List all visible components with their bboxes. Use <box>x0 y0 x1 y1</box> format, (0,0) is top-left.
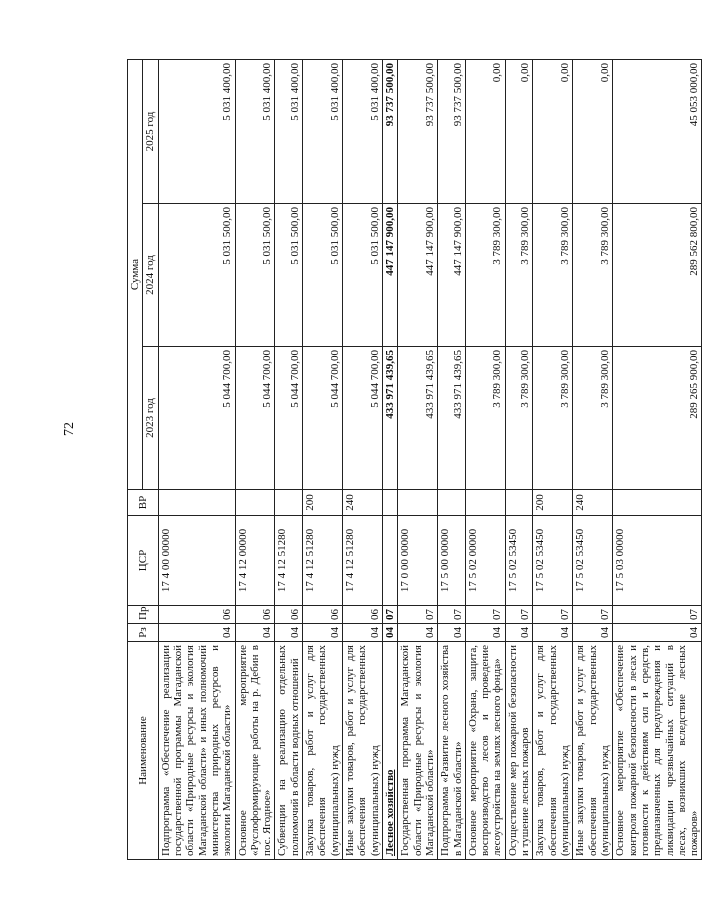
row-2025: 45 053 000,00 <box>613 60 702 204</box>
table-row <box>505 60 533 860</box>
row-rz: 04 <box>533 624 573 642</box>
row-csr: 17 4 12 51280 <box>303 516 343 606</box>
row-vr <box>275 490 303 516</box>
row-2024: 3 789 300,00 <box>573 204 613 347</box>
row-name: Основное мероприятие «Охрана, защита, воспроизводство лесов и проведение лесоустройства на землях лесного фонда» <box>465 642 505 860</box>
row-csr: 17 4 12 51280 <box>343 516 383 606</box>
row-name: Иные закупки товаров, работ и услуг для обеспечения государственных (муниципальных) нужд <box>343 642 383 860</box>
row-rz: 04 <box>343 624 383 642</box>
row-pr: 07 <box>533 606 573 624</box>
row-vr <box>465 490 505 516</box>
table-body <box>158 60 702 860</box>
table-header <box>128 60 159 860</box>
row-2023: 5 044 700,00 <box>343 347 383 490</box>
table-row <box>303 60 343 860</box>
row-pr: 07 <box>382 606 397 624</box>
header-sum: Сумма <box>128 60 143 490</box>
row-rz: 04 <box>303 624 343 642</box>
row-rz: 04 <box>158 624 235 642</box>
table-row <box>438 60 466 860</box>
row-2025: 5 031 400,00 <box>303 60 343 204</box>
row-vr <box>438 490 466 516</box>
row-pr: 07 <box>613 606 702 624</box>
row-2025: 93 737 500,00 <box>398 60 438 204</box>
table-row <box>533 60 573 860</box>
row-2025: 5 031 400,00 <box>343 60 383 204</box>
table-row-section <box>382 60 397 860</box>
row-2024: 5 031 500,00 <box>158 204 235 347</box>
row-2025: 93 737 500,00 <box>438 60 466 204</box>
row-pr: 06 <box>343 606 383 624</box>
row-2023: 3 789 300,00 <box>505 347 533 490</box>
row-name: Основное мероприятие «Обеспечение контроля пожарной безопасности в лесах и готовности к действиям сил и средств, предназначенных для предупреждения и ликвидации чрезвычайных ситуаций в лесах, возникших вследствие лесных пожаров» <box>613 642 702 860</box>
row-2023: 3 789 300,00 <box>533 347 573 490</box>
row-name: Лесное хозяйство <box>382 642 397 860</box>
row-name: Закупка товаров, работ и услуг для обеспечения государственных (муниципальных) нужд <box>533 642 573 860</box>
row-vr <box>382 490 397 516</box>
row-2023: 5 044 700,00 <box>158 347 235 490</box>
row-rz: 04 <box>465 624 505 642</box>
header-year-2025: 2025 год <box>143 60 158 204</box>
row-pr: 07 <box>505 606 533 624</box>
row-name: Подпрограмма «Развитие лесного хозяйства в Магаданской области» <box>438 642 466 860</box>
row-2025: 5 031 400,00 <box>158 60 235 204</box>
row-csr: 17 5 02 00000 <box>465 516 505 606</box>
row-2024: 3 789 300,00 <box>533 204 573 347</box>
row-2025: 0,00 <box>573 60 613 204</box>
row-csr: 17 4 12 51280 <box>275 516 303 606</box>
row-vr <box>613 490 702 516</box>
row-name: Иные закупки товаров, работ и услуг для обеспечения государственных (муниципальных) нужд <box>573 642 613 860</box>
row-2025: 5 031 400,00 <box>235 60 275 204</box>
table-row <box>158 60 235 860</box>
row-name: Основное мероприятие «Руслоформирующие работы на р. Дебин в пос. Ягодное» <box>235 642 275 860</box>
row-2024: 5 031 500,00 <box>343 204 383 347</box>
row-rz: 04 <box>505 624 533 642</box>
header-year-2023: 2023 год <box>143 347 158 490</box>
row-vr <box>158 490 235 516</box>
row-pr: 06 <box>235 606 275 624</box>
row-csr: 17 5 02 53450 <box>533 516 573 606</box>
rotated-table-wrapper <box>127 60 701 860</box>
row-pr: 07 <box>465 606 505 624</box>
row-csr: 17 5 02 53450 <box>505 516 533 606</box>
row-2024: 3 789 300,00 <box>505 204 533 347</box>
row-name: Подпрограмма «Обеспечение реализации государственной программы Магаданской области «Природные ресурсы и экология Магаданской области» и иных полномочий министерства природных ресурсов и экологии Магаданской области» <box>158 642 235 860</box>
table-row <box>613 60 702 860</box>
row-csr <box>382 516 397 606</box>
row-2025: 0,00 <box>505 60 533 204</box>
row-2025: 0,00 <box>533 60 573 204</box>
row-rz: 04 <box>573 624 613 642</box>
row-2023: 433 971 439,65 <box>438 347 466 490</box>
row-rz: 04 <box>438 624 466 642</box>
row-csr: 17 0 00 00000 <box>398 516 438 606</box>
header-name: Наименование <box>128 642 159 860</box>
header-pr: Пр <box>128 606 159 624</box>
row-2025: 5 031 400,00 <box>275 60 303 204</box>
row-pr: 06 <box>158 606 235 624</box>
row-2023: 433 971 439,65 <box>382 347 397 490</box>
row-rz: 04 <box>398 624 438 642</box>
table-row <box>398 60 438 860</box>
row-2024: 289 562 800,00 <box>613 204 702 347</box>
header-year-2024: 2024 год <box>143 204 158 347</box>
row-vr: 240 <box>343 490 383 516</box>
row-2023: 289 265 900,00 <box>613 347 702 490</box>
row-2024: 447 147 900,00 <box>382 204 397 347</box>
row-csr: 17 5 00 00000 <box>438 516 466 606</box>
header-csr: ЦСР <box>128 516 159 606</box>
table-row <box>573 60 613 860</box>
row-2024: 5 031 500,00 <box>275 204 303 347</box>
row-2025: 0,00 <box>465 60 505 204</box>
row-pr: 07 <box>398 606 438 624</box>
row-2024: 447 147 900,00 <box>438 204 466 347</box>
row-2025: 93 737 500,00 <box>382 60 397 204</box>
row-2024: 5 031 500,00 <box>235 204 275 347</box>
row-pr: 07 <box>573 606 613 624</box>
row-2024: 447 147 900,00 <box>398 204 438 347</box>
row-rz: 04 <box>613 624 702 642</box>
row-name: Субвенции на реализацию отдельных полномочий в области водных отношений <box>275 642 303 860</box>
row-rz: 04 <box>382 624 397 642</box>
row-name: Государственная программа Магаданской области «Природные ресурсы и экология Магаданской области» <box>398 642 438 860</box>
row-rz: 04 <box>275 624 303 642</box>
row-pr: 07 <box>438 606 466 624</box>
row-vr: 200 <box>303 490 343 516</box>
row-vr: 240 <box>573 490 613 516</box>
row-name: Осуществление мер пожарной безопасности и тушение лесных пожаров <box>505 642 533 860</box>
row-2023: 3 789 300,00 <box>573 347 613 490</box>
header-vr: ВР <box>128 490 159 516</box>
row-2024: 5 031 500,00 <box>303 204 343 347</box>
budget-table <box>127 59 702 860</box>
row-2023: 5 044 700,00 <box>303 347 343 490</box>
page-number: 72 <box>62 422 77 436</box>
row-vr <box>235 490 275 516</box>
row-2023: 5 044 700,00 <box>275 347 303 490</box>
row-csr: 17 4 12 00000 <box>235 516 275 606</box>
row-2024: 3 789 300,00 <box>465 204 505 347</box>
table-row <box>275 60 303 860</box>
row-2023: 5 044 700,00 <box>235 347 275 490</box>
row-csr: 17 5 03 00000 <box>613 516 702 606</box>
row-pr: 06 <box>275 606 303 624</box>
row-vr <box>505 490 533 516</box>
table-row <box>465 60 505 860</box>
row-pr: 06 <box>303 606 343 624</box>
row-rz: 04 <box>235 624 275 642</box>
row-vr: 200 <box>533 490 573 516</box>
row-2023: 3 789 300,00 <box>465 347 505 490</box>
row-2023: 433 971 439,65 <box>398 347 438 490</box>
row-csr: 17 5 02 53450 <box>573 516 613 606</box>
row-vr <box>398 490 438 516</box>
row-csr: 17 4 00 00000 <box>158 516 235 606</box>
table-row <box>343 60 383 860</box>
header-rz: Рз <box>128 624 159 642</box>
row-name: Закупка товаров, работ и услуг для обеспечения государственных (муниципальных) нужд <box>303 642 343 860</box>
table-row <box>235 60 275 860</box>
